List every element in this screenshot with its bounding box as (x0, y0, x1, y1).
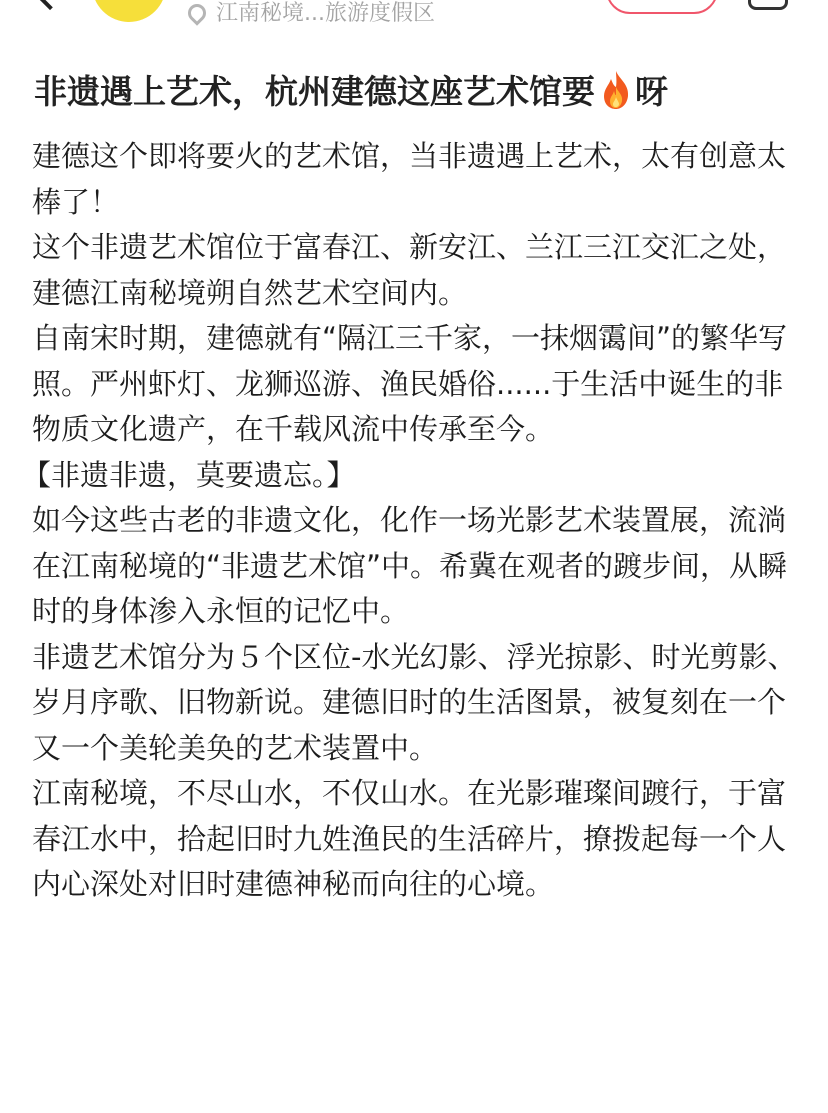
paragraph: 江南秘境，不尽山水，不仅山水。在光影璀璨间踱行，于富春江水中，拾起旧时九姓渔民的生活碎片，撩拨起每一个人内心深处对旧时建德神秘而向往的心境。 (32, 776, 787, 901)
follow-button[interactable] (606, 0, 718, 14)
avatar[interactable] (92, 0, 166, 22)
back-arrow-icon[interactable] (36, 0, 64, 10)
post-title-text: 非遗遇上艺术，杭州建德这座艺术馆要 (34, 72, 595, 111)
paragraph: 这个非遗艺术馆位于富春江、新安江、兰江三江交汇之处，建德江南秘境朔自然艺术空间内。 (32, 230, 787, 310)
fire-emoji-icon (601, 70, 631, 110)
post-body (22, 134, 802, 908)
paragraph: 如今这些古老的非遗文化，化作一场光影艺术装置展，流淌在江南秘境的“非遗艺术馆”中。希冀在观者的踱步间，从瞬时的身体渗入永恒的记忆中。 (32, 503, 788, 628)
paragraph: 【非遗非遗，莫要遗忘。】 (22, 457, 356, 492)
location-text: 江南秘境...旅游度假区 (216, 1, 435, 26)
paragraph: 建德这个即将要火的艺术馆，当非遗遇上艺术，太有创意太棒了！ (32, 139, 787, 219)
paragraph: 自南宋时期，建德就有“隔江三千家，一抹烟霭间”的繁华写照。严州虾灯、龙狮巡游、渔民婚俗......于生活中诞生的非物质文化遗产，在千载风流中传承至今。 (32, 321, 788, 446)
post-title (34, 66, 794, 118)
location-pin-icon (184, 0, 209, 25)
post-title-suffix: 呀 (635, 72, 668, 111)
share-icon[interactable] (748, 0, 788, 10)
location-tag[interactable] (188, 0, 435, 27)
paragraph: 非遗艺术馆分为５个区位-水光幻影、浮光掠影、时光剪影、岁月序歌、旧物新说。建德旧时的生活图景，被复刻在一个又一个美轮美奂的艺术装置中。 (32, 639, 797, 765)
top-bar (0, 0, 828, 36)
